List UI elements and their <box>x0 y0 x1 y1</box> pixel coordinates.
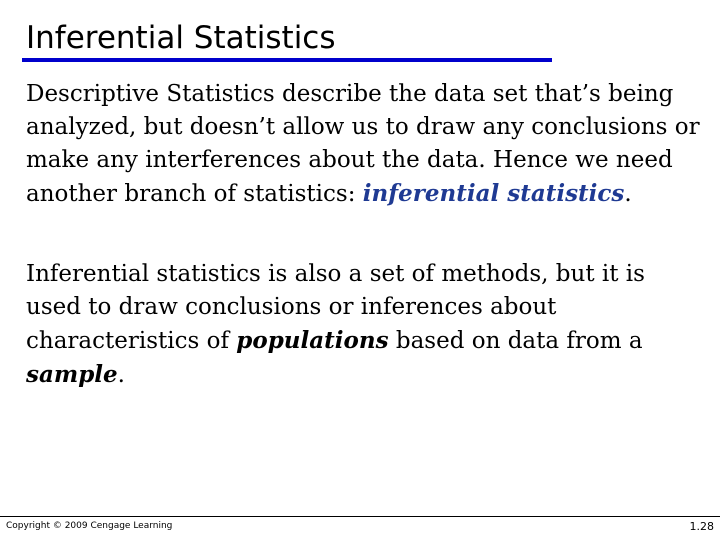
term-inferential-statistics: inferential statistics <box>362 180 625 207</box>
paragraph-2-text-a: Inferential statistics is also a set of methods, but it is used to draw conclusions or inferences about characteristics of <box>26 261 645 354</box>
footer-divider <box>0 516 720 517</box>
paragraph-1-text-b: . <box>624 181 632 207</box>
term-sample: sample <box>26 361 118 388</box>
title-underline <box>22 58 552 62</box>
paragraph-descriptive <box>26 78 706 211</box>
page-number: 1.28 <box>689 520 714 533</box>
paragraph-1-text-a: Descriptive Statistics describe the data set that’s being analyzed, but doesn’t allow us to draw any conclusions or make any interferences about the data. Hence we need another branch of statistics: <box>26 81 700 207</box>
paragraph-2-text-b: based on data from a <box>388 328 643 354</box>
copyright-notice: Copyright © 2009 Cengage Learning <box>6 521 173 531</box>
slide-title: Inferential Statistics <box>26 20 336 56</box>
paragraph-inferential <box>26 258 706 392</box>
paragraph-2-text-c: . <box>117 362 125 388</box>
term-populations: populations <box>236 327 389 354</box>
